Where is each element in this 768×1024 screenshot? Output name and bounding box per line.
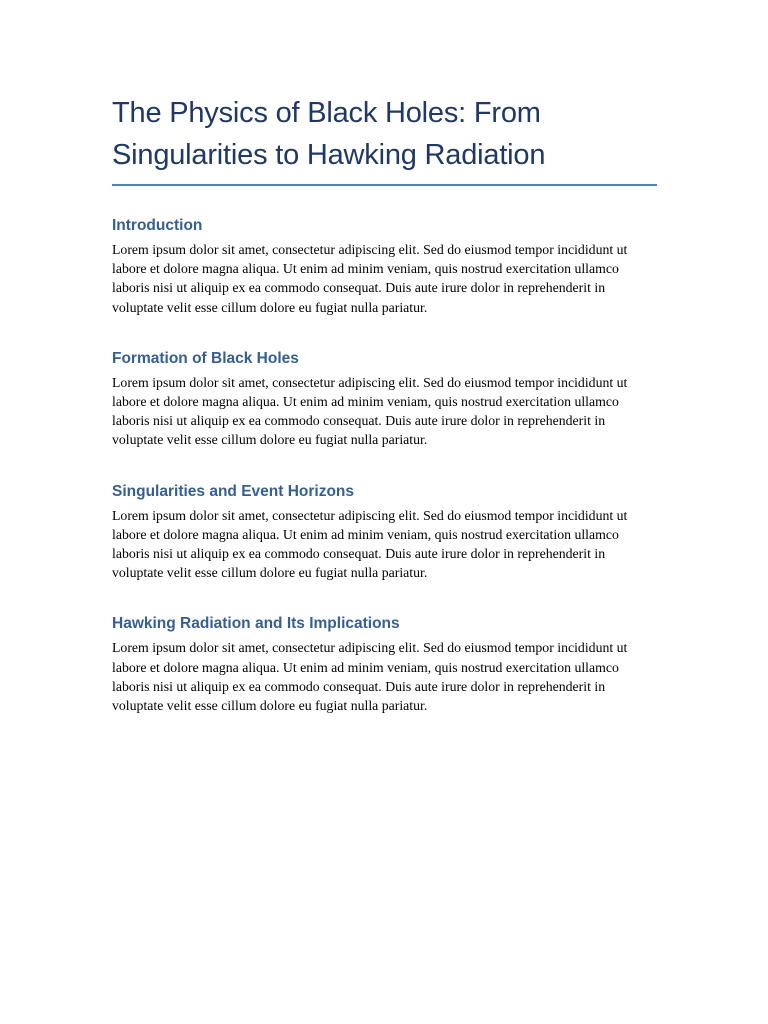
section-paragraph: Lorem ipsum dolor sit amet, consectetur adipiscing elit. Sed do eiusmod tempor incididunt ut labore et dolore magna aliqua. Ut enim ad minim veniam, quis nostrud exercitation ullamco laboris nisi ut aliquip ex ea commodo consequat. Duis aute irure dolor in reprehenderit in voluptate velit esse cillum dolore eu fugiat nulla pariatur. — [112, 374, 628, 448]
section-heading: Hawking Radiation and Its Implications — [112, 615, 400, 633]
section-heading: Formation of Black Holes — [112, 349, 299, 367]
section-paragraph: Lorem ipsum dolor sit amet, consectetur adipiscing elit. Sed do eiusmod tempor incididunt ut labore et dolore magna aliqua. Ut enim ad minim veniam, quis nostrud exercitation ullamco laboris nisi ut aliquip ex ea commodo consequat. Duis aute irure dolor in reprehenderit in voluptate velit esse cillum dolore eu fugiat nulla pariatur. — [112, 242, 628, 315]
section-introduction — [112, 216, 657, 317]
section-formation — [112, 349, 657, 450]
section-singularities — [112, 482, 657, 583]
section-heading: Singularities and Event Horizons — [112, 482, 355, 500]
document-title: The Physics of Black Holes: From Singularities to Hawking Radiation — [112, 92, 657, 186]
document-page — [112, 92, 657, 715]
section-paragraph: Lorem ipsum dolor sit amet, consectetur adipiscing elit. Sed do eiusmod tempor incididunt ut labore et dolore magna aliqua. Ut enim ad minim veniam, quis nostrud exercitation ullamco laboris nisi ut aliquip ex ea commodo consequat. Duis aute irure dolor in reprehenderit in voluptate velit esse cillum dolore eu fugiat nulla pariatur. — [112, 507, 628, 581]
section-heading: Introduction — [112, 217, 203, 234]
section-hawking-radiation — [112, 614, 657, 715]
section-paragraph: Lorem ipsum dolor sit amet, consectetur adipiscing elit. Sed do eiusmod tempor incididunt ut labore et dolore magna aliqua. Ut enim ad minim veniam, quis nostrud exercitation ullamco laboris nisi ut aliquip ex ea commodo consequat. Duis aute irure dolor in reprehenderit in voluptate velit esse cillum dolore eu fugiat nulla pariatur. — [112, 640, 628, 714]
